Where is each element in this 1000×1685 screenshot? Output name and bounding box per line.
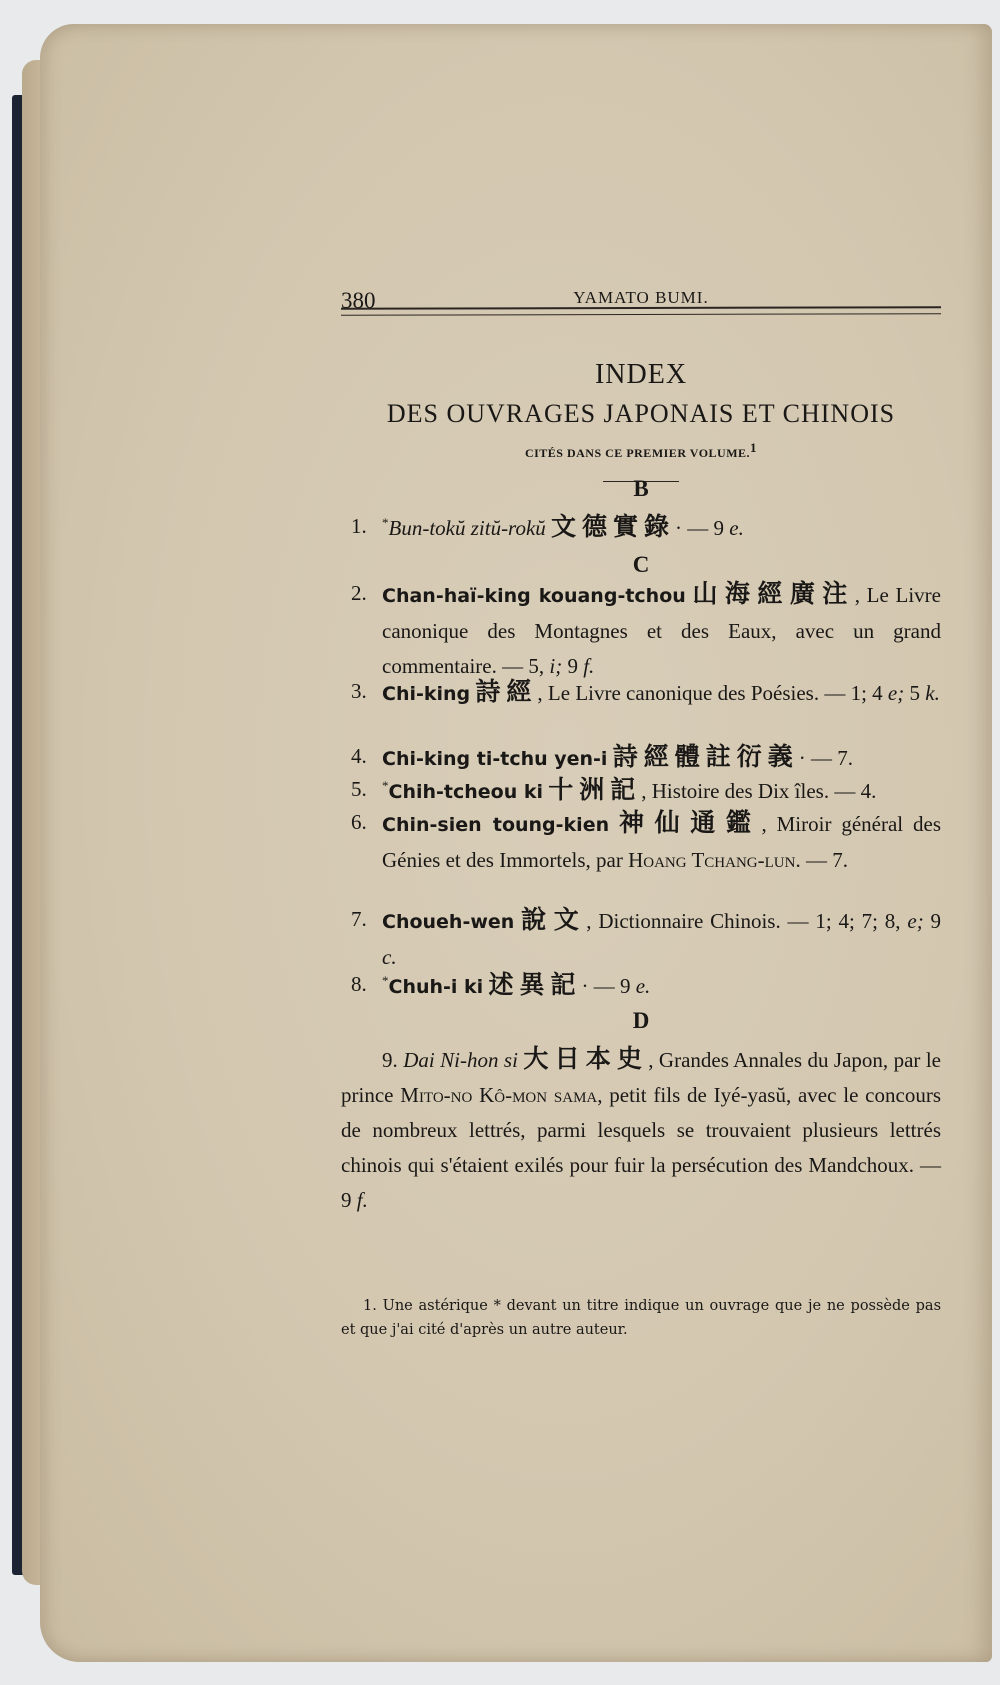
- entry-ref: e.: [729, 516, 744, 540]
- index-entry-7: [341, 902, 941, 975]
- asterisk: *: [382, 515, 389, 530]
- entry-characters: 說文: [521, 905, 587, 934]
- entry-characters: 詩經體註衍義: [612, 742, 799, 771]
- entry-title: Chih-tcheou ki: [388, 781, 543, 803]
- entry-text-end: . — 7.: [795, 848, 848, 872]
- section-letter-c: C: [632, 552, 650, 577]
- section-letter-b: B: [633, 476, 649, 501]
- entry-ref: e;: [907, 909, 924, 933]
- footnote: [341, 1294, 941, 1342]
- entry-number: 8.: [351, 972, 367, 996]
- index-title: INDEX: [594, 359, 688, 390]
- section-letter-d: D: [632, 1008, 650, 1033]
- entry-number: 2.: [351, 581, 367, 605]
- asterisk: *: [382, 973, 389, 988]
- entry-title: Chan-haï-king kouang-tchou: [382, 585, 686, 607]
- asterisk: *: [382, 778, 389, 793]
- entry-ref: k.: [925, 681, 940, 705]
- entry-text-mid: 9: [562, 654, 584, 678]
- subsubtitle-text: CITÉS DANS CE PREMIER VOLUME.: [524, 446, 751, 460]
- index-entry-2: [341, 576, 941, 684]
- entry-text: , Grandes Annales du Japon, par le prince: [341, 1048, 942, 1107]
- entry-text: · — 9: [581, 974, 636, 998]
- index-entry-3: [341, 674, 941, 712]
- footnote-text: Une astérique * devant un titre indique un ouvrage que je ne possède pas et que j'ai cité d'après un autre auteur.: [341, 1298, 942, 1338]
- index-entry-9: [341, 1041, 941, 1218]
- entry-characters: 神仙通鑑: [618, 808, 762, 837]
- entry-ref: f.: [583, 654, 595, 678]
- entry-characters: 述異記: [488, 970, 582, 999]
- entry-text: , Histoire des Dix îles. — 4.: [641, 779, 877, 803]
- index-entry-1: [341, 509, 941, 546]
- entry-title: Dai Ni-hon si: [403, 1048, 518, 1072]
- index-entry-6: [341, 805, 941, 878]
- entry-characters: 文德實錄: [551, 512, 676, 541]
- entry-text-mid: 9: [923, 909, 942, 933]
- entry-text: · — 9: [675, 516, 730, 540]
- index-entry-8: [341, 967, 941, 1005]
- entry-title: Chi-king ti-tchu yen-i: [382, 748, 608, 770]
- entry-title: Chin-sien toung-kien: [382, 814, 610, 836]
- header-rule: [341, 306, 941, 316]
- footnote-number: 1.: [363, 1298, 377, 1314]
- entry-number: 4.: [351, 744, 367, 768]
- entry-ref: c.: [382, 945, 397, 969]
- entry-ref: i;: [549, 654, 563, 678]
- page-number: 380: [341, 288, 376, 313]
- entry-ref: e;: [887, 681, 905, 705]
- entry-number: 3.: [351, 679, 367, 703]
- index-subsubtitle: [341, 440, 941, 461]
- index-subtitle: DES OUVRAGES JAPONAIS ET CHINOIS: [386, 399, 896, 428]
- footnote-marker: 1: [750, 440, 758, 455]
- entry-characters: 山海經廣注: [692, 579, 855, 608]
- entry-author: Mito-no Kô-mon sama: [400, 1083, 598, 1107]
- entry-number: 5.: [351, 777, 367, 801]
- entry-number: 7.: [351, 907, 367, 931]
- entry-title: Chuh-i ki: [388, 976, 484, 998]
- entry-characters: 詩經: [475, 677, 538, 706]
- entry-text: , Dictionnaire Chinois. — 1; 4; 7; 8,: [586, 909, 908, 933]
- entry-ref: e.: [635, 974, 651, 998]
- entry-text-2: , petit fils de Iyé-yasŭ, avec le concours de nombreux lettrés, parmi lesquels se trouvaient plusieurs lettrés chinois qui s'étaient exilés pour fuir la persécution des Mandchoux. — 9: [341, 1083, 941, 1212]
- entry-title: Choueh-wen: [382, 911, 515, 933]
- entry-number: 1.: [351, 514, 367, 538]
- entry-characters: 大日本史: [523, 1044, 649, 1073]
- entry-number: 9.: [382, 1048, 398, 1072]
- entry-ref: f.: [356, 1188, 368, 1212]
- entry-title: Chi-king: [382, 683, 471, 705]
- book-page: [40, 24, 992, 1662]
- running-title: YAMATO BUMI.: [573, 288, 709, 307]
- entry-text: , Le Livre canonique des Poésies. — 1; 4: [537, 681, 888, 705]
- entry-text: , Le Livre canonique des Montagnes et des Eaux, avec un grand commentaire. — 5,: [382, 583, 941, 678]
- entry-text-mid: 5: [904, 681, 926, 705]
- entry-title: Bun-tokŭ zitŭ-rokŭ: [388, 516, 546, 540]
- entry-text: · — 7.: [798, 746, 853, 770]
- entry-number: 6.: [351, 810, 367, 834]
- entry-text: , Miroir général des Génies et des Immortels, par: [382, 812, 941, 872]
- entry-characters: 十洲記: [548, 775, 642, 804]
- entry-author: Hoang Tchang-lun: [628, 848, 796, 872]
